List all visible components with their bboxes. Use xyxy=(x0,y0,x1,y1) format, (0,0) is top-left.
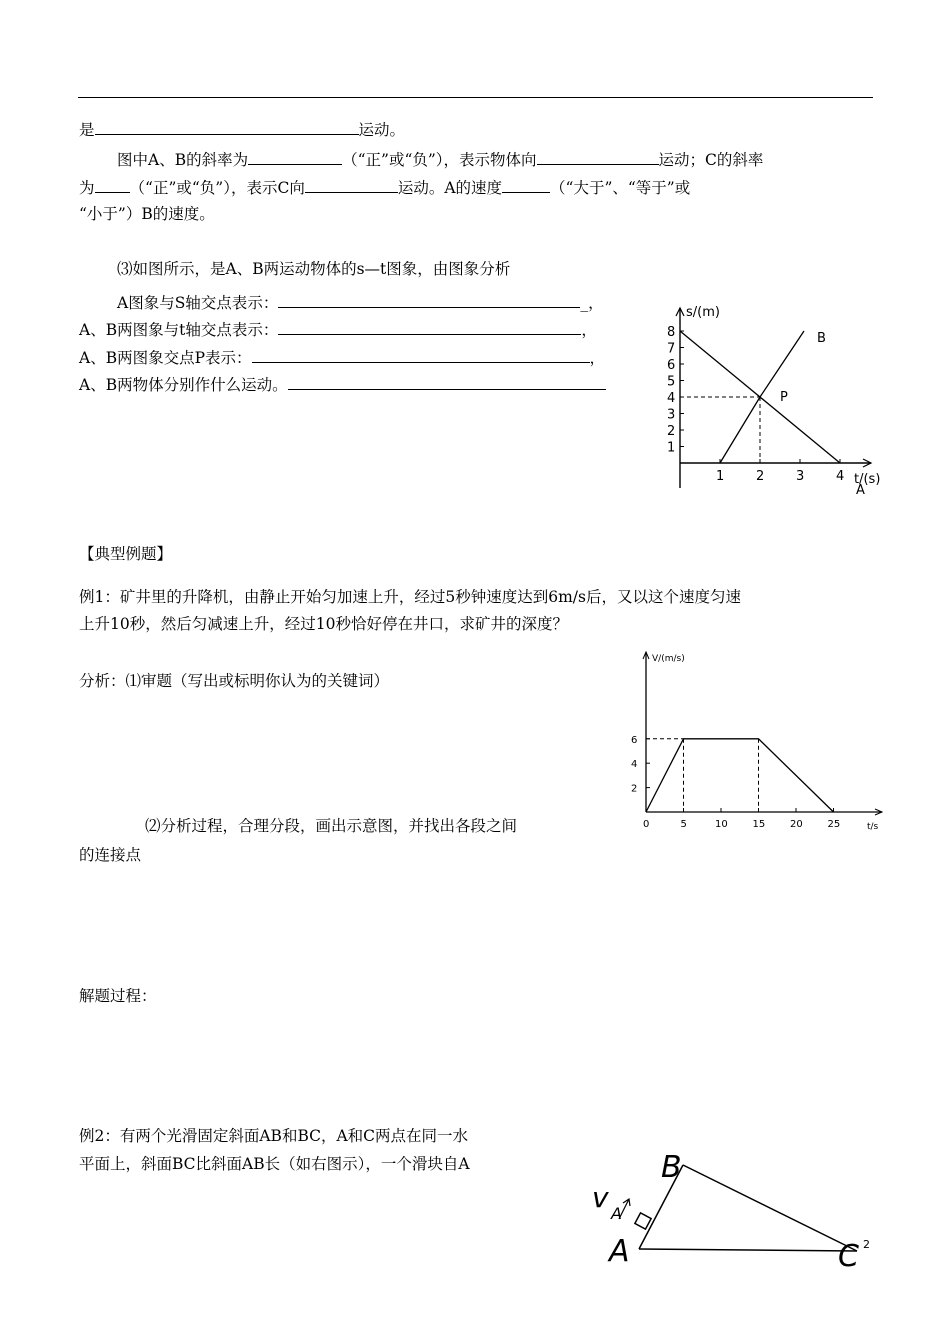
x-tick-label: 2 xyxy=(756,469,765,484)
x-tick-label: 5 xyxy=(680,819,687,830)
y-tick-label: 2 xyxy=(667,424,676,439)
answer-blank[interactable] xyxy=(95,118,359,135)
answer-blank[interactable] xyxy=(502,176,550,193)
text: （“正”或“负”），表示C向 xyxy=(129,179,305,197)
s1-line4: “小于”）B的速度。 xyxy=(79,205,215,223)
header-rule xyxy=(78,97,873,98)
y-tick-label: 2 xyxy=(631,783,638,795)
slope-bc xyxy=(683,1165,857,1251)
x-tick-label: 1 xyxy=(716,469,725,484)
ex1-analysis1: 分析：⑴审题（写出或标明你认为的关键词） xyxy=(79,672,390,690)
s3-q4 xyxy=(79,373,606,395)
x-tick-label: 15 xyxy=(752,819,766,830)
series-line-v xyxy=(646,739,834,812)
text: 运动。A的速度 xyxy=(397,179,503,197)
answer-blank[interactable] xyxy=(288,373,606,390)
s1-line3 xyxy=(79,176,690,198)
x-axis-label: t/s xyxy=(867,822,879,832)
answer-blank[interactable] xyxy=(252,346,590,363)
s3-intro: ⑶如图所示，是A、B两运动物体的s—t图象，由图象分析 xyxy=(117,260,511,278)
s1-line1-prefix: 是 xyxy=(79,121,95,139)
x-tick-label: 4 xyxy=(836,469,845,484)
text: A、B两图象交点P表示： xyxy=(79,349,252,367)
vt-graph xyxy=(620,640,890,840)
base-ac xyxy=(639,1249,857,1251)
text: （“大于”、“等于”或 xyxy=(550,179,691,197)
s3-q3 xyxy=(79,346,605,368)
label-a: A xyxy=(609,1234,630,1269)
text: _， xyxy=(580,294,604,312)
s1-line1-suffix: 运动。 xyxy=(358,121,406,139)
series-label-b: B xyxy=(817,331,826,346)
y-tick-label: 1 xyxy=(667,440,676,456)
x-tick-label: 10 xyxy=(715,819,728,830)
answer-blank[interactable] xyxy=(248,148,342,165)
label-c: C xyxy=(838,1239,859,1274)
st-graph xyxy=(658,298,898,508)
y-tick-label: 3 xyxy=(667,407,676,423)
x-tick-label: 25 xyxy=(827,819,841,830)
y-tick-label: 5 xyxy=(667,374,676,390)
answer-blank[interactable] xyxy=(278,318,581,335)
ex2-line2: 平面上，斜面BC比斜面AB长（如右图示），一个滑块自A xyxy=(79,1155,470,1173)
text: （“正”或“负”），表示物体向 xyxy=(342,151,537,169)
s1-line2 xyxy=(117,148,763,170)
ex2-line1: 例2：有两个光滑固定斜面AB和BC，A和C两点在同一水 xyxy=(79,1127,469,1145)
x-axis-label: t/(s) xyxy=(854,472,881,487)
y-tick-label: 4 xyxy=(631,759,638,771)
text: ， xyxy=(589,349,606,367)
text: 图中A、B的斜率为 xyxy=(117,151,249,169)
answer-blank[interactable] xyxy=(278,291,580,308)
text: 运动；C的斜率 xyxy=(658,151,764,169)
ex1-line2: 上升10秒，然后匀减速上升，经过10秒恰好停在井口，求矿井的深度？ xyxy=(79,615,568,633)
y-tick-label: 7 xyxy=(667,341,676,357)
y-tick-label: 4 xyxy=(667,391,676,406)
text: A图象与S轴交点表示： xyxy=(117,294,279,312)
x-tick-label: 0 xyxy=(643,819,650,830)
x-tick-label: 3 xyxy=(796,469,805,484)
y-tick-label: 6 xyxy=(667,358,676,373)
answer-blank[interactable] xyxy=(95,176,130,193)
text: A、B两物体分别作什么运动。 xyxy=(79,376,288,394)
label-v-subscript: A xyxy=(611,1204,622,1223)
slider-block xyxy=(635,1213,651,1229)
ex1-solution: 解题过程： xyxy=(79,987,157,1005)
section-heading: 【典型例题】 xyxy=(79,545,173,563)
y-tick-label: 6 xyxy=(631,734,638,746)
s3-q1 xyxy=(117,291,604,313)
label-c-mark: 2 xyxy=(863,1238,870,1251)
answer-blank[interactable] xyxy=(537,148,659,165)
text: 为 xyxy=(79,179,95,197)
incline-figure xyxy=(585,1145,885,1295)
ex1-line1: 例1：矿井里的升降机，由静止开始匀加速上升，经过5秒钟速度达到6m/s后，又以这个速度匀速 xyxy=(79,588,741,606)
answer-blank[interactable] xyxy=(305,176,398,193)
ex1-analysis2a: ⑵分析过程，合理分段，画出示意图，并找出各段之间 xyxy=(145,817,518,835)
ex1-analysis2b: 的连接点 xyxy=(79,846,142,864)
s3-q2 xyxy=(79,318,597,340)
text: A、B两图象与t轴交点表示： xyxy=(79,321,279,339)
text: ， xyxy=(581,321,597,339)
s1-line1 xyxy=(79,118,405,140)
x-tick-label: 20 xyxy=(790,819,803,830)
y-axis-label: s/(m) xyxy=(686,305,720,320)
series-label-a: A xyxy=(856,483,865,498)
label-v: v xyxy=(592,1181,609,1214)
y-axis-label: V/(m/s) xyxy=(652,654,685,664)
label-b: B xyxy=(661,1150,682,1185)
point-label-p: P xyxy=(780,390,788,405)
y-tick-label: 8 xyxy=(667,325,676,340)
